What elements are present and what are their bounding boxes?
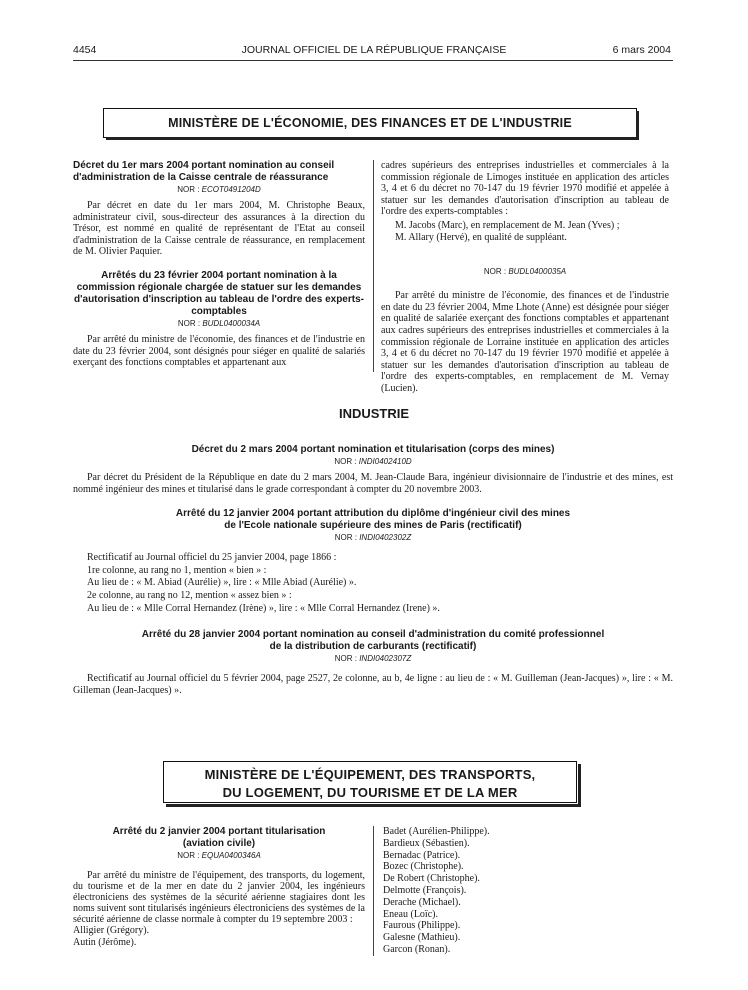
arrete-limoges-body-start: Par arrêté du ministre de l'économie, des finances et de l'industrie en date du 23 février 2004, sont désignés pour siéger en qualité de salariés exerçant des fonctions comptables et appartenant aux <box>73 333 365 369</box>
ministry-equipement-title-line-1: MINISTÈRE DE L'ÉQUIPEMENT, DES TRANSPORTS, <box>204 767 536 782</box>
nor-line: NOR : INDI0402302Z <box>334 533 412 543</box>
column-divider <box>373 826 374 956</box>
box-shadow <box>636 111 639 139</box>
column-divider <box>373 160 374 372</box>
rectificatif-line: 1re colonne, au rang no 1, mention « bien » : <box>87 564 267 576</box>
nor-code: BUDL0400035A <box>508 267 567 277</box>
right-column <box>381 160 669 395</box>
list-item: Bernadac (Patrice). <box>383 849 461 861</box>
nor-line: NOR : BUDL0400035A <box>483 267 567 277</box>
arrete-titularisation-title-1: Arrêté du 2 janvier 2004 portant titularisation <box>112 826 326 837</box>
decret-caisse-body: Par décret en date du 1er mars 2004, M. Christophe Beaux, administrateur civil, sous-directeur des assurances à la direction du Trésor, est nommé en qualité de représentant de l'Etat au conseil d'administration de la Caisse centrale de réassurance, en remplacement de M. Olivier Paquier. <box>73 200 365 258</box>
decret-caisse-title: Décret du 1er mars 2004 portant nomination au conseil d'administration de la Caisse centrale de réassurance <box>73 160 335 183</box>
arrete-carburants-body: Rectificatif au Journal officiel du 5 février 2004, page 2527, 2e colonne, au b, 4e ligne : au lieu de : « M. Guilleman (Jean-Jacques) », lire : « M. Gilleman (Jean-Jacques) ». <box>73 673 673 696</box>
decret-mines-body: Par décret du Président de la République en date du 2 mars 2004, M. Jean-Claude Bara, ingénieur divisionnaire de l'industrie et des mines, est nommé ingénieur des mines et titularisé dans le grade correspondant à compter du 20 novembre 2003. <box>73 472 673 495</box>
nor-code: INDI0402410D <box>358 457 412 466</box>
arretes-experts-title: Arrêtés du 23 février 2004 portant nomination à la commission régionale chargée de statuer sur les demandes d'autorisation d'inscription au tableau de l'ordre des experts-comptables <box>74 269 364 317</box>
rectificatif-line: Au lieu de : « M. Abiad (Aurélie) », lire : « Mlle Abiad (Aurélie) ». <box>87 577 357 589</box>
nor-code: BUDL0400034A <box>202 318 261 328</box>
arrete-diplome-title-2: de l'Ecole nationale supérieure des mines de Paris (rectificatif) <box>224 520 522 532</box>
ministry-equipement-title <box>163 761 577 803</box>
nor-line: NOR : BUDL0400034A <box>177 318 261 328</box>
limoges-line-1: M. Jacobs (Marc), en remplacement de M. Jean (Yves) ; <box>395 219 620 231</box>
list-item: Bozec (Christophe). <box>383 861 464 873</box>
issue-date: 6 mars 2004 <box>612 44 671 56</box>
header-rule <box>73 60 673 61</box>
arrete-carburants-title-2: de la distribution de carburants (rectificatif) <box>269 641 477 653</box>
list-item: De Robert (Christophe). <box>383 873 480 885</box>
section-heading-industrie: INDUSTRIE <box>338 406 410 421</box>
limoges-line-2: M. Allary (Hervé), en qualité de suppléant. <box>395 231 567 243</box>
industrie-block <box>73 444 673 696</box>
arrete-carburants-title-1: Arrêté du 28 janvier 2004 portant nomination au conseil d'administration du comité professionnel <box>141 629 605 641</box>
nor-line: NOR : EQUA0400346A <box>177 851 261 860</box>
list-item: Alligier (Grégory). <box>73 925 150 936</box>
nor-code: ECOT0491204D <box>201 185 261 194</box>
box-shadow <box>578 764 581 806</box>
nor-line: NOR : ECOT0491204D <box>177 185 261 194</box>
arrete-titularisation-body: Par arrêté du ministre de l'équipement, des transports, du logement, du tourisme et de la mer en date du 2 janvier 2004, les ingénieurs électroniciens des systèmes de la sécurité aérienne stagiaires dont les noms suivent sont titularisés ingénieurs électroniciens des systèmes de la sécurité aérienne de classe normale à compter du 19 septembre 2003 : <box>73 870 365 925</box>
rectificatif-line: Au lieu de : « Mlle Corral Hernandez (Irène) », lire : « Mlle Corral Hernandez (Irene) ». <box>87 602 440 614</box>
arrete-titularisation-title-2: (aviation civile) <box>182 838 256 849</box>
box-shadow <box>106 137 639 140</box>
nor-code: INDI0402302Z <box>359 533 412 543</box>
decret-mines-title: Décret du 2 mars 2004 portant nomination et titularisation (corps des mines) <box>191 444 555 455</box>
list-item: Autin (Jérôme). <box>73 936 137 948</box>
list-item: Galesne (Mathieu). <box>383 932 461 944</box>
nor-code: EQUA0400346A <box>201 851 261 860</box>
list-item: Garcon (Ronan). <box>383 943 451 955</box>
list-item: Derache (Michael). <box>383 896 461 908</box>
arrete-diplome-title-1: Arrêté du 12 janvier 2004 portant attribution du diplôme d'ingénieur civil des mines <box>175 508 571 520</box>
list-item: Badet (Aurélien-Philippe). <box>383 826 490 837</box>
ministry-equipement-title-line-2: DU LOGEMENT, DU TOURISME ET DE LA MER <box>222 785 518 800</box>
left-column-2 <box>73 826 365 949</box>
left-column <box>73 160 365 369</box>
journal-title: JOURNAL OFFICIEL DE LA RÉPUBLIQUE FRANÇAISE <box>241 44 507 56</box>
nor-line: NOR : INDI0402410D <box>334 457 412 466</box>
page-number: 4454 <box>73 44 97 56</box>
list-item: Faurous (Philippe). <box>383 920 461 932</box>
nor-line: NOR : INDI0402307Z <box>334 654 412 664</box>
rectificatif-line: Rectificatif au Journal officiel du 25 janvier 2004, page 1866 : <box>87 552 337 564</box>
ministry-economie-title: MINISTÈRE DE L'ÉCONOMIE, DES FINANCES ET DE L'INDUSTRIE <box>103 108 637 138</box>
names-list-left <box>73 925 365 949</box>
names-list-right <box>383 826 669 956</box>
nor-code: INDI0402307Z <box>359 654 412 664</box>
list-item: Bardieux (Sébastien). <box>383 837 470 849</box>
right-column-2 <box>383 826 669 956</box>
arrete-limoges-body-end: cadres supérieurs des entreprises industrielles et commerciales à la commission régionale de Limoges instituée en application des articles 3, 4 et 6 du décret no 70-147 du 19 février 1970 modifié et appelée à statuer sur les demandes d'autorisation d'inscription au tableau de l'ordre des experts-comptables : <box>381 160 669 218</box>
rectificatif-line: 2e colonne, au rang no 12, mention « assez bien » : <box>87 589 292 601</box>
list-item: Eneau (Loïc). <box>383 908 438 920</box>
box-shadow <box>166 804 581 807</box>
list-item: Delmotte (François). <box>383 884 467 896</box>
arrete-lorraine-body: Par arrêté du ministre de l'économie, des finances et de l'industrie en date du 23 février 2004, Mme Lhote (Anne) est désignée pour siéger en qualité de salariée exerçant des fonctions comptables et appartenant aux cadres supérieurs des entreprises industrielles et commerciales à la commission régionale de Lorraine instituée en application des articles 3, 4 et 6 du décret no 70-147 du 19 février 1970 modifié et appelée à statuer sur les demandes d'autorisation d'inscription au tableau de l'ordre des experts-comptables, en remplacement de M. Vernay (Lucien). <box>381 290 669 394</box>
